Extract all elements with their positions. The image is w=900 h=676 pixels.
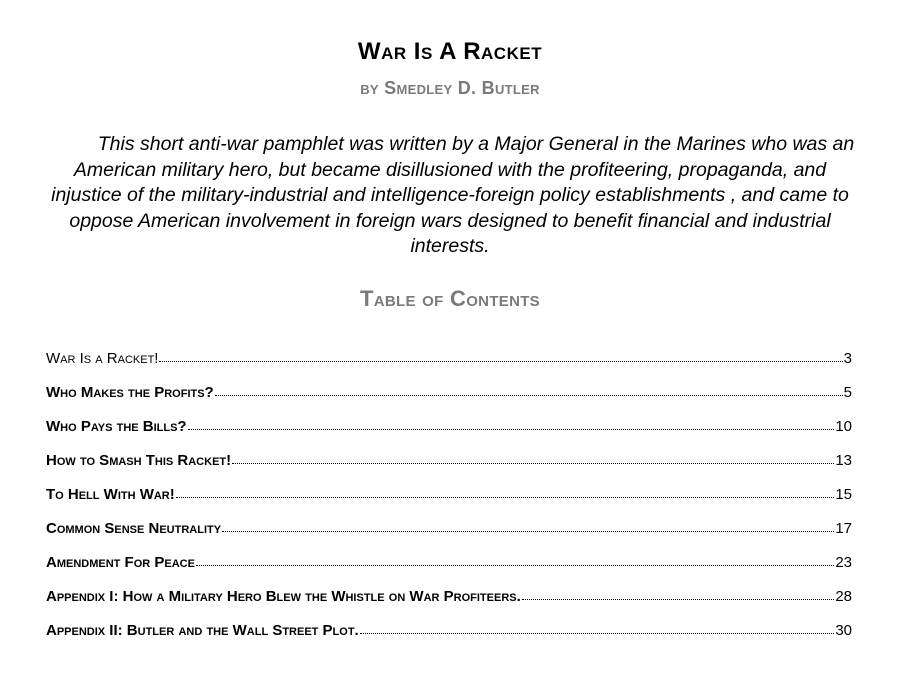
toc-dot-leader: [522, 585, 835, 600]
toc-entry-label: Who Pays the Bills?: [46, 418, 187, 435]
toc-page-number: 28: [835, 588, 852, 605]
toc-page-number: 5: [843, 384, 852, 401]
toc-entry-label: Amendment For Peace: [46, 554, 195, 571]
toc-entry[interactable]: [46, 550, 852, 584]
toc-entry[interactable]: [46, 618, 852, 652]
toc-page-number: 13: [835, 452, 852, 469]
toc-heading: Table of Contents: [360, 286, 540, 311]
toc-dot-leader: [188, 415, 835, 430]
toc-page-number: 15: [835, 486, 852, 503]
toc-page-number: 10: [835, 418, 852, 435]
toc-entry-label: To Hell With War!: [46, 486, 175, 503]
toc-dot-leader: [159, 347, 842, 362]
document-title: War Is A Racket: [357, 38, 543, 65]
toc-page-number: 3: [843, 350, 852, 367]
toc-entry[interactable]: [46, 584, 852, 618]
table-of-contents: [46, 346, 852, 652]
toc-entry[interactable]: [46, 380, 852, 414]
toc-entry-label: Common Sense Neutrality: [46, 520, 222, 537]
toc-dot-leader: [196, 551, 834, 566]
toc-dot-leader: [222, 517, 834, 532]
toc-entry[interactable]: [46, 482, 852, 516]
document-byline: by Smedley D. Butler: [360, 78, 540, 98]
intro-paragraph: [40, 132, 860, 260]
toc-page-number: 30: [835, 622, 852, 639]
toc-entry-label: War Is a Racket!: [46, 350, 159, 367]
toc-entry-label: Who Makes the Profits?: [46, 384, 214, 401]
toc-entry[interactable]: [46, 346, 852, 380]
toc-entry[interactable]: [46, 516, 852, 550]
toc-entry-label: Appendix II: Butler and the Wall Street Plot.: [46, 622, 359, 639]
toc-entry-label: How to Smash This Racket!: [46, 452, 232, 469]
intro-text: This short anti-war pamphlet was written by a Major General in the Marines who was an American military hero, but became disillusioned with the profiteering, propaganda, and injustice of the military-industrial and intelligence-foreign policy establishments , and came to oppose American involvement in foreign wars designed to benefit financial and industrial interests.: [51, 133, 855, 257]
toc-entry-label: Appendix I: How a Military Hero Blew the Whistle on War Profiteers.: [46, 588, 521, 605]
toc-page-number: 17: [835, 520, 852, 537]
toc-dot-leader: [215, 381, 843, 396]
toc-dot-leader: [232, 449, 834, 464]
toc-page-number: 23: [835, 554, 852, 571]
toc-entry[interactable]: [46, 414, 852, 448]
toc-entry[interactable]: [46, 448, 852, 482]
toc-dot-leader: [176, 483, 835, 498]
toc-dot-leader: [360, 619, 835, 634]
